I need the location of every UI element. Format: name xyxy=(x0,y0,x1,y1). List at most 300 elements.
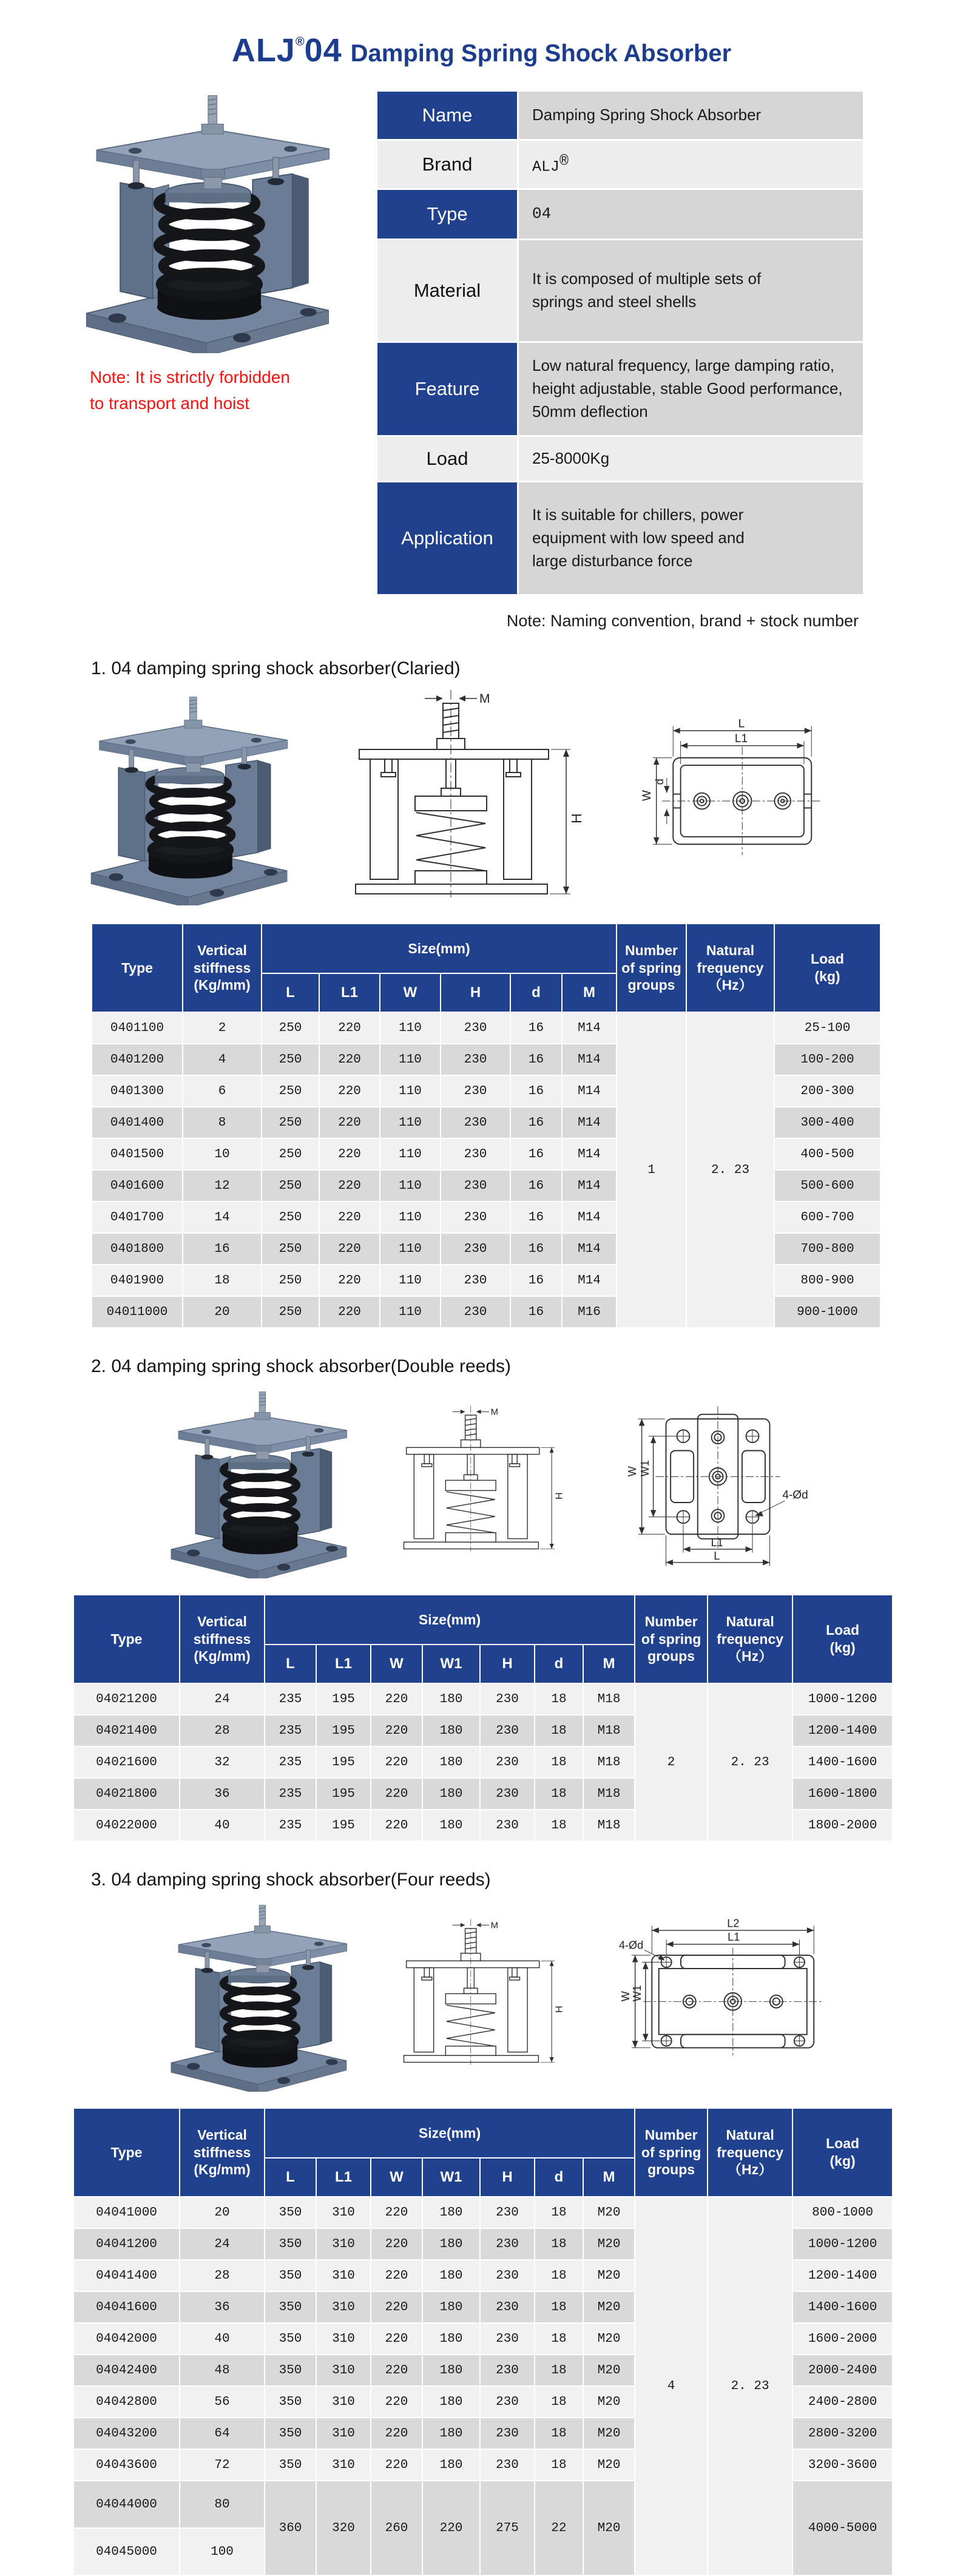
cell: 350 xyxy=(265,2260,316,2291)
cell: 18 xyxy=(535,1810,583,1841)
cell: 310 xyxy=(316,2323,371,2355)
col-header-w: W xyxy=(371,2158,422,2197)
col-header-m: M xyxy=(562,973,617,1012)
cell: M18 xyxy=(583,1778,635,1810)
col-header-load: Load (kg) xyxy=(792,1595,893,1683)
cell: 310 xyxy=(316,2418,371,2449)
col-header-frequency: Natural frequency（Hz） xyxy=(708,1595,792,1683)
section1-figures xyxy=(73,683,963,907)
col-header-groups: Number of spring groups xyxy=(617,924,686,1012)
cell: 40 xyxy=(180,2323,265,2355)
cell: 250 xyxy=(262,1138,319,1170)
transport-warning-line2: to transport and hoist xyxy=(90,394,250,413)
cell: 180 xyxy=(422,2355,480,2386)
merged-size-cell: 22 xyxy=(535,2481,583,2575)
dim-label-w1: W1 xyxy=(639,1460,651,1477)
cell: 18 xyxy=(183,1265,262,1296)
cell: 235 xyxy=(265,1683,316,1715)
col-header-l: L xyxy=(262,973,319,1012)
cell: 04041400 xyxy=(73,2260,180,2291)
cell: 18 xyxy=(535,2323,583,2355)
cell: 18 xyxy=(535,1683,583,1715)
cell: 16 xyxy=(510,1170,562,1202)
cell: 04021800 xyxy=(73,1778,180,1810)
cell: 18 xyxy=(535,1778,583,1810)
cell: 18 xyxy=(535,2291,583,2323)
cell: 16 xyxy=(510,1233,562,1265)
cell: 20 xyxy=(180,2197,265,2228)
cell: 36 xyxy=(180,2291,265,2323)
col-header-hh: H xyxy=(480,2158,535,2197)
cell: 8 xyxy=(183,1107,262,1138)
size-table-1 xyxy=(91,923,881,1328)
cell: 220 xyxy=(319,1012,380,1044)
cell: 4 xyxy=(183,1044,262,1075)
section2-figures xyxy=(155,1381,963,1578)
col-header-stiffness: Vertical stiffness (Kg/mm) xyxy=(180,2108,265,2197)
cell: M14 xyxy=(562,1075,617,1107)
cell: 56 xyxy=(180,2386,265,2418)
cell: 1000-1200 xyxy=(792,2228,893,2260)
cell: 180 xyxy=(422,1683,480,1715)
col-header-size: Size(mm) xyxy=(265,1595,635,1645)
cell: 235 xyxy=(265,1778,316,1810)
cell: 310 xyxy=(316,2197,371,2228)
cell: 230 xyxy=(441,1012,510,1044)
cell: M20 xyxy=(583,2323,635,2355)
cell: 110 xyxy=(380,1075,441,1107)
cell: M18 xyxy=(583,1810,635,1841)
cell: 04011000 xyxy=(92,1296,183,1328)
merged-frequency-cell: 2. 23 xyxy=(708,2197,792,2575)
cell: 180 xyxy=(422,2323,480,2355)
col-header-groups: Number of spring groups xyxy=(635,2108,708,2197)
dim-label-l1: L1 xyxy=(711,1536,723,1549)
merged-load-cell: 4000-5000 xyxy=(792,2481,893,2575)
cell: 48 xyxy=(180,2355,265,2386)
cell: 18 xyxy=(535,2355,583,2386)
cell: 900-1000 xyxy=(774,1296,880,1328)
cell: 18 xyxy=(535,2197,583,2228)
cell: 230 xyxy=(480,1683,535,1715)
col-header-w1: W1 xyxy=(422,2158,480,2197)
cell: 195 xyxy=(316,1683,371,1715)
cell: M14 xyxy=(562,1265,617,1296)
col-header-frequency: Natural frequency（Hz） xyxy=(686,924,774,1012)
product-photo-small xyxy=(73,685,303,905)
cell: M14 xyxy=(562,1107,617,1138)
cell: M14 xyxy=(562,1170,617,1202)
spec-value: 25-8000Kg xyxy=(518,436,864,482)
cell: 40 xyxy=(180,1810,265,1841)
cell: 04022000 xyxy=(73,1810,180,1841)
cell: M20 xyxy=(583,2260,635,2291)
cell: M18 xyxy=(583,1715,635,1746)
cell: 0401100 xyxy=(92,1012,183,1044)
cell: 04021200 xyxy=(73,1683,180,1715)
col-header-stiffness: Vertical stiffness (Kg/mm) xyxy=(183,924,262,1012)
col-header-d: d xyxy=(510,973,562,1012)
cell: 230 xyxy=(480,2449,535,2481)
cell: 28 xyxy=(180,1715,265,1746)
spec-value xyxy=(518,140,864,189)
cell: 16 xyxy=(510,1296,562,1328)
cell: 80 xyxy=(180,2481,265,2528)
cell: 300-400 xyxy=(774,1107,880,1138)
spec-row xyxy=(377,482,864,595)
cell: 110 xyxy=(380,1138,441,1170)
cell: 230 xyxy=(480,2291,535,2323)
col-header-type: Type xyxy=(92,924,183,1012)
cell: 04043200 xyxy=(73,2418,180,2449)
cell: 110 xyxy=(380,1044,441,1075)
cell: 350 xyxy=(265,2291,316,2323)
cell: 1600-1800 xyxy=(792,1778,893,1810)
cell: 2800-3200 xyxy=(792,2418,893,2449)
cell: 220 xyxy=(319,1296,380,1328)
cell: 04041600 xyxy=(73,2291,180,2323)
spec-label: Type xyxy=(377,189,518,240)
cell: 180 xyxy=(422,2291,480,2323)
cell: 1000-1200 xyxy=(792,1683,893,1715)
cell: 180 xyxy=(422,2228,480,2260)
cell: 180 xyxy=(422,2449,480,2481)
spec-row xyxy=(377,240,864,342)
cell: 230 xyxy=(441,1233,510,1265)
cell: 16 xyxy=(183,1233,262,1265)
cell: 110 xyxy=(380,1107,441,1138)
cell: M20 xyxy=(583,2197,635,2228)
spec-value: Damping Spring Shock Absorber xyxy=(518,91,864,140)
cell: 350 xyxy=(265,2323,316,2355)
dim-label-d: d xyxy=(654,778,666,785)
cell: 235 xyxy=(265,1810,316,1841)
cell: 1400-1600 xyxy=(792,1746,893,1778)
cell: 18 xyxy=(535,2260,583,2291)
section3-figures xyxy=(155,1894,963,2092)
cell: 310 xyxy=(316,2386,371,2418)
merged-groups-cell: 2 xyxy=(635,1683,708,1841)
cell: 0401800 xyxy=(92,1233,183,1265)
cell: M16 xyxy=(562,1296,617,1328)
merged-groups-cell: 1 xyxy=(617,1012,686,1328)
cell: 220 xyxy=(371,1683,422,1715)
cell: 36 xyxy=(180,1778,265,1810)
cell: 180 xyxy=(422,1746,480,1778)
cell: 28 xyxy=(180,2260,265,2291)
cell: 250 xyxy=(262,1296,319,1328)
col-header-w: W xyxy=(371,1645,422,1683)
front-view-drawing xyxy=(382,1914,582,2072)
cell: 235 xyxy=(265,1715,316,1746)
spec-label: Load xyxy=(377,436,518,482)
col-header-d: d xyxy=(535,2158,583,2197)
spec-label: Name xyxy=(377,91,518,140)
cell: 220 xyxy=(371,1810,422,1841)
cell: 230 xyxy=(441,1170,510,1202)
cell: 220 xyxy=(371,1715,422,1746)
cell: 180 xyxy=(422,1715,480,1746)
cell: 0401400 xyxy=(92,1107,183,1138)
front-view-drawing xyxy=(382,1401,582,1558)
cell: 3200-3600 xyxy=(792,2449,893,2481)
model-text: 04 xyxy=(304,32,342,69)
cell: 72 xyxy=(180,2449,265,2481)
cell: 16 xyxy=(510,1075,562,1107)
spec-table xyxy=(376,90,865,596)
cell: 350 xyxy=(265,2197,316,2228)
cell: 220 xyxy=(319,1075,380,1107)
cell: 230 xyxy=(480,1715,535,1746)
col-header-l: L xyxy=(265,1645,316,1683)
col-header-m: M xyxy=(583,2158,635,2197)
merged-size-cell: 360 xyxy=(265,2481,316,2575)
cell: 230 xyxy=(480,2260,535,2291)
transport-warning xyxy=(90,364,367,417)
cell: 250 xyxy=(262,1170,319,1202)
cell: M14 xyxy=(562,1044,617,1075)
size-table-3 xyxy=(73,2108,893,2576)
col-header-w: W xyxy=(380,973,441,1012)
dim-label-w: W xyxy=(641,789,654,801)
cell: 220 xyxy=(319,1202,380,1233)
col-header-load: Load (kg) xyxy=(774,924,880,1012)
cell: 310 xyxy=(316,2355,371,2386)
cell: 250 xyxy=(262,1233,319,1265)
cell: 220 xyxy=(371,1778,422,1810)
product-photo-column xyxy=(61,80,367,417)
cell: 220 xyxy=(371,2197,422,2228)
cell: 64 xyxy=(180,2418,265,2449)
cell: 18 xyxy=(535,2386,583,2418)
cell: 04042400 xyxy=(73,2355,180,2386)
cell: 220 xyxy=(319,1170,380,1202)
cell: 6 xyxy=(183,1075,262,1107)
cell: 04042000 xyxy=(73,2323,180,2355)
spec-row xyxy=(377,189,864,240)
cell: 310 xyxy=(316,2449,371,2481)
cell: 18 xyxy=(535,1715,583,1746)
cell: 2 xyxy=(183,1012,262,1044)
cell: 220 xyxy=(371,2291,422,2323)
cell: 230 xyxy=(480,2197,535,2228)
cell: 250 xyxy=(262,1075,319,1107)
cell: 110 xyxy=(380,1012,441,1044)
cell: 220 xyxy=(319,1044,380,1075)
cell: 220 xyxy=(319,1138,380,1170)
cell: 230 xyxy=(480,2323,535,2355)
cell: 230 xyxy=(441,1075,510,1107)
cell: 230 xyxy=(480,1810,535,1841)
cell: M20 xyxy=(583,2418,635,2449)
cell: 230 xyxy=(480,2355,535,2386)
cell: 16 xyxy=(510,1265,562,1296)
merged-frequency-cell: 2. 23 xyxy=(686,1012,774,1328)
cell: 25-100 xyxy=(774,1012,880,1044)
cell: 250 xyxy=(262,1044,319,1075)
cell: 230 xyxy=(441,1138,510,1170)
table-row xyxy=(73,2197,893,2228)
cell: 0401300 xyxy=(92,1075,183,1107)
dim-label-l2: L2 xyxy=(727,1917,740,1930)
dim-label-h: H xyxy=(569,813,584,823)
cell: 250 xyxy=(262,1012,319,1044)
cell: 20 xyxy=(183,1296,262,1328)
cell: 16 xyxy=(510,1138,562,1170)
cell: 1200-1400 xyxy=(792,1715,893,1746)
cell: 04045000 xyxy=(73,2528,180,2575)
col-header-stiffness: Vertical stiffness (Kg/mm) xyxy=(180,1595,265,1683)
cell: 230 xyxy=(441,1044,510,1075)
spec-row xyxy=(377,140,864,189)
cell: M18 xyxy=(583,1683,635,1715)
product-photo-small xyxy=(155,1894,361,2092)
cell: 195 xyxy=(316,1715,371,1746)
merged-size-cell: 220 xyxy=(422,2481,480,2575)
cell: 16 xyxy=(510,1044,562,1075)
cell: 24 xyxy=(180,1683,265,1715)
cell: 180 xyxy=(422,2386,480,2418)
dim-label-4d: 4-Ød xyxy=(618,1939,644,1952)
section-heading-1: 1. 04 damping spring shock absorber(Claried) xyxy=(91,658,461,678)
cell: 800-900 xyxy=(774,1265,880,1296)
spec-row xyxy=(377,91,864,140)
cell: 230 xyxy=(441,1265,510,1296)
top-block xyxy=(61,80,963,596)
cell: 180 xyxy=(422,2260,480,2291)
table-header-row xyxy=(73,2108,893,2158)
spec-value: 04 xyxy=(518,189,864,240)
cell: 180 xyxy=(422,1810,480,1841)
spec-value: Low natural frequency, large damping ratio, height adjustable, stable Good performance, 50mm deflection xyxy=(518,342,864,436)
cell: 04041200 xyxy=(73,2228,180,2260)
dim-label-m: M xyxy=(479,692,490,706)
cell: 400-500 xyxy=(774,1138,880,1170)
cell: 220 xyxy=(371,2228,422,2260)
top-view-drawing-2 xyxy=(603,1384,833,1575)
cell: 230 xyxy=(441,1202,510,1233)
merged-size-cell: 275 xyxy=(480,2481,535,2575)
dim-label-l1: L1 xyxy=(734,732,748,745)
spec-label: Material xyxy=(377,240,518,342)
merged-groups-cell: 4 xyxy=(635,2197,708,2575)
cell: 110 xyxy=(380,1296,441,1328)
cell: 230 xyxy=(480,1746,535,1778)
table-row xyxy=(73,1683,893,1715)
cell: M20 xyxy=(583,2355,635,2386)
cell: 18 xyxy=(535,1746,583,1778)
cell: 100 xyxy=(180,2528,265,2575)
cell: 350 xyxy=(265,2449,316,2481)
cell: 180 xyxy=(422,2197,480,2228)
cell: 600-700 xyxy=(774,1202,880,1233)
registered-mark-icon: ® xyxy=(295,35,305,49)
cell: 04044000 xyxy=(73,2481,180,2528)
cell: 220 xyxy=(371,2260,422,2291)
cell: M20 xyxy=(583,2449,635,2481)
cell: 16 xyxy=(510,1012,562,1044)
brand-value: ALJ xyxy=(532,158,560,176)
cell: 1400-1600 xyxy=(792,2291,893,2323)
brand-text: ALJ xyxy=(231,32,296,69)
col-header-l: L xyxy=(265,2158,316,2197)
cell: 310 xyxy=(316,2228,371,2260)
merged-size-cell: 320 xyxy=(316,2481,371,2575)
cell: 220 xyxy=(319,1233,380,1265)
cell: 18 xyxy=(535,2418,583,2449)
cell: 24 xyxy=(180,2228,265,2260)
top-view-drawing-1 xyxy=(630,709,860,882)
registered-mark-icon: ® xyxy=(559,152,569,171)
cell: 0401600 xyxy=(92,1170,183,1202)
col-header-frequency: Natural frequency（Hz） xyxy=(708,2108,792,2197)
cell: 220 xyxy=(371,1746,422,1778)
cell: 350 xyxy=(265,2355,316,2386)
col-header-m: M xyxy=(583,1645,635,1683)
cell: 16 xyxy=(510,1202,562,1233)
col-header-l1: L1 xyxy=(316,1645,371,1683)
cell: 2400-2800 xyxy=(792,2386,893,2418)
top-view-drawing-3 xyxy=(603,1906,857,2080)
cell: M20 xyxy=(583,2228,635,2260)
cell: M20 xyxy=(583,2386,635,2418)
cell: 230 xyxy=(441,1296,510,1328)
cell: 220 xyxy=(319,1107,380,1138)
naming-note: Note: Naming convention, brand + stock number xyxy=(506,612,859,630)
cell: 220 xyxy=(371,2418,422,2449)
cell: M14 xyxy=(562,1233,617,1265)
cell: 500-600 xyxy=(774,1170,880,1202)
col-header-type: Type xyxy=(73,2108,180,2197)
cell: 220 xyxy=(371,2323,422,2355)
cell: M14 xyxy=(562,1012,617,1044)
cell: 250 xyxy=(262,1202,319,1233)
cell: 0401500 xyxy=(92,1138,183,1170)
merged-size-cell: M20 xyxy=(583,2481,635,2575)
spec-row xyxy=(377,342,864,436)
cell: 0401700 xyxy=(92,1202,183,1233)
cell: 195 xyxy=(316,1810,371,1841)
section-heading-2: 2. 04 damping spring shock absorber(Double reeds) xyxy=(91,1356,512,1376)
cell: 310 xyxy=(316,2291,371,2323)
cell: M20 xyxy=(583,2291,635,2323)
cell: 230 xyxy=(480,2228,535,2260)
cell: 04042800 xyxy=(73,2386,180,2418)
transport-warning-line1: Note: It is strictly forbidden xyxy=(90,368,290,387)
col-header-size: Size(mm) xyxy=(262,924,617,973)
cell: 10 xyxy=(183,1138,262,1170)
cell: 12 xyxy=(183,1170,262,1202)
col-header-d: d xyxy=(535,1645,583,1683)
cell: 230 xyxy=(480,1778,535,1810)
col-header-groups: Number of spring groups xyxy=(635,1595,708,1683)
cell: 110 xyxy=(380,1233,441,1265)
cell: M18 xyxy=(583,1746,635,1778)
spec-row xyxy=(377,436,864,482)
cell: 195 xyxy=(316,1746,371,1778)
cell: 200-300 xyxy=(774,1075,880,1107)
cell: 350 xyxy=(265,2418,316,2449)
cell: 195 xyxy=(316,1778,371,1810)
spec-value: It is suitable for chillers, power equipment with low speed and large disturbance force xyxy=(518,482,864,595)
cell: 230 xyxy=(480,2386,535,2418)
cell: 04021400 xyxy=(73,1715,180,1746)
cell: 250 xyxy=(262,1265,319,1296)
cell: M14 xyxy=(562,1138,617,1170)
cell: 180 xyxy=(422,1778,480,1810)
page-title xyxy=(0,0,963,69)
product-photo xyxy=(64,80,349,353)
